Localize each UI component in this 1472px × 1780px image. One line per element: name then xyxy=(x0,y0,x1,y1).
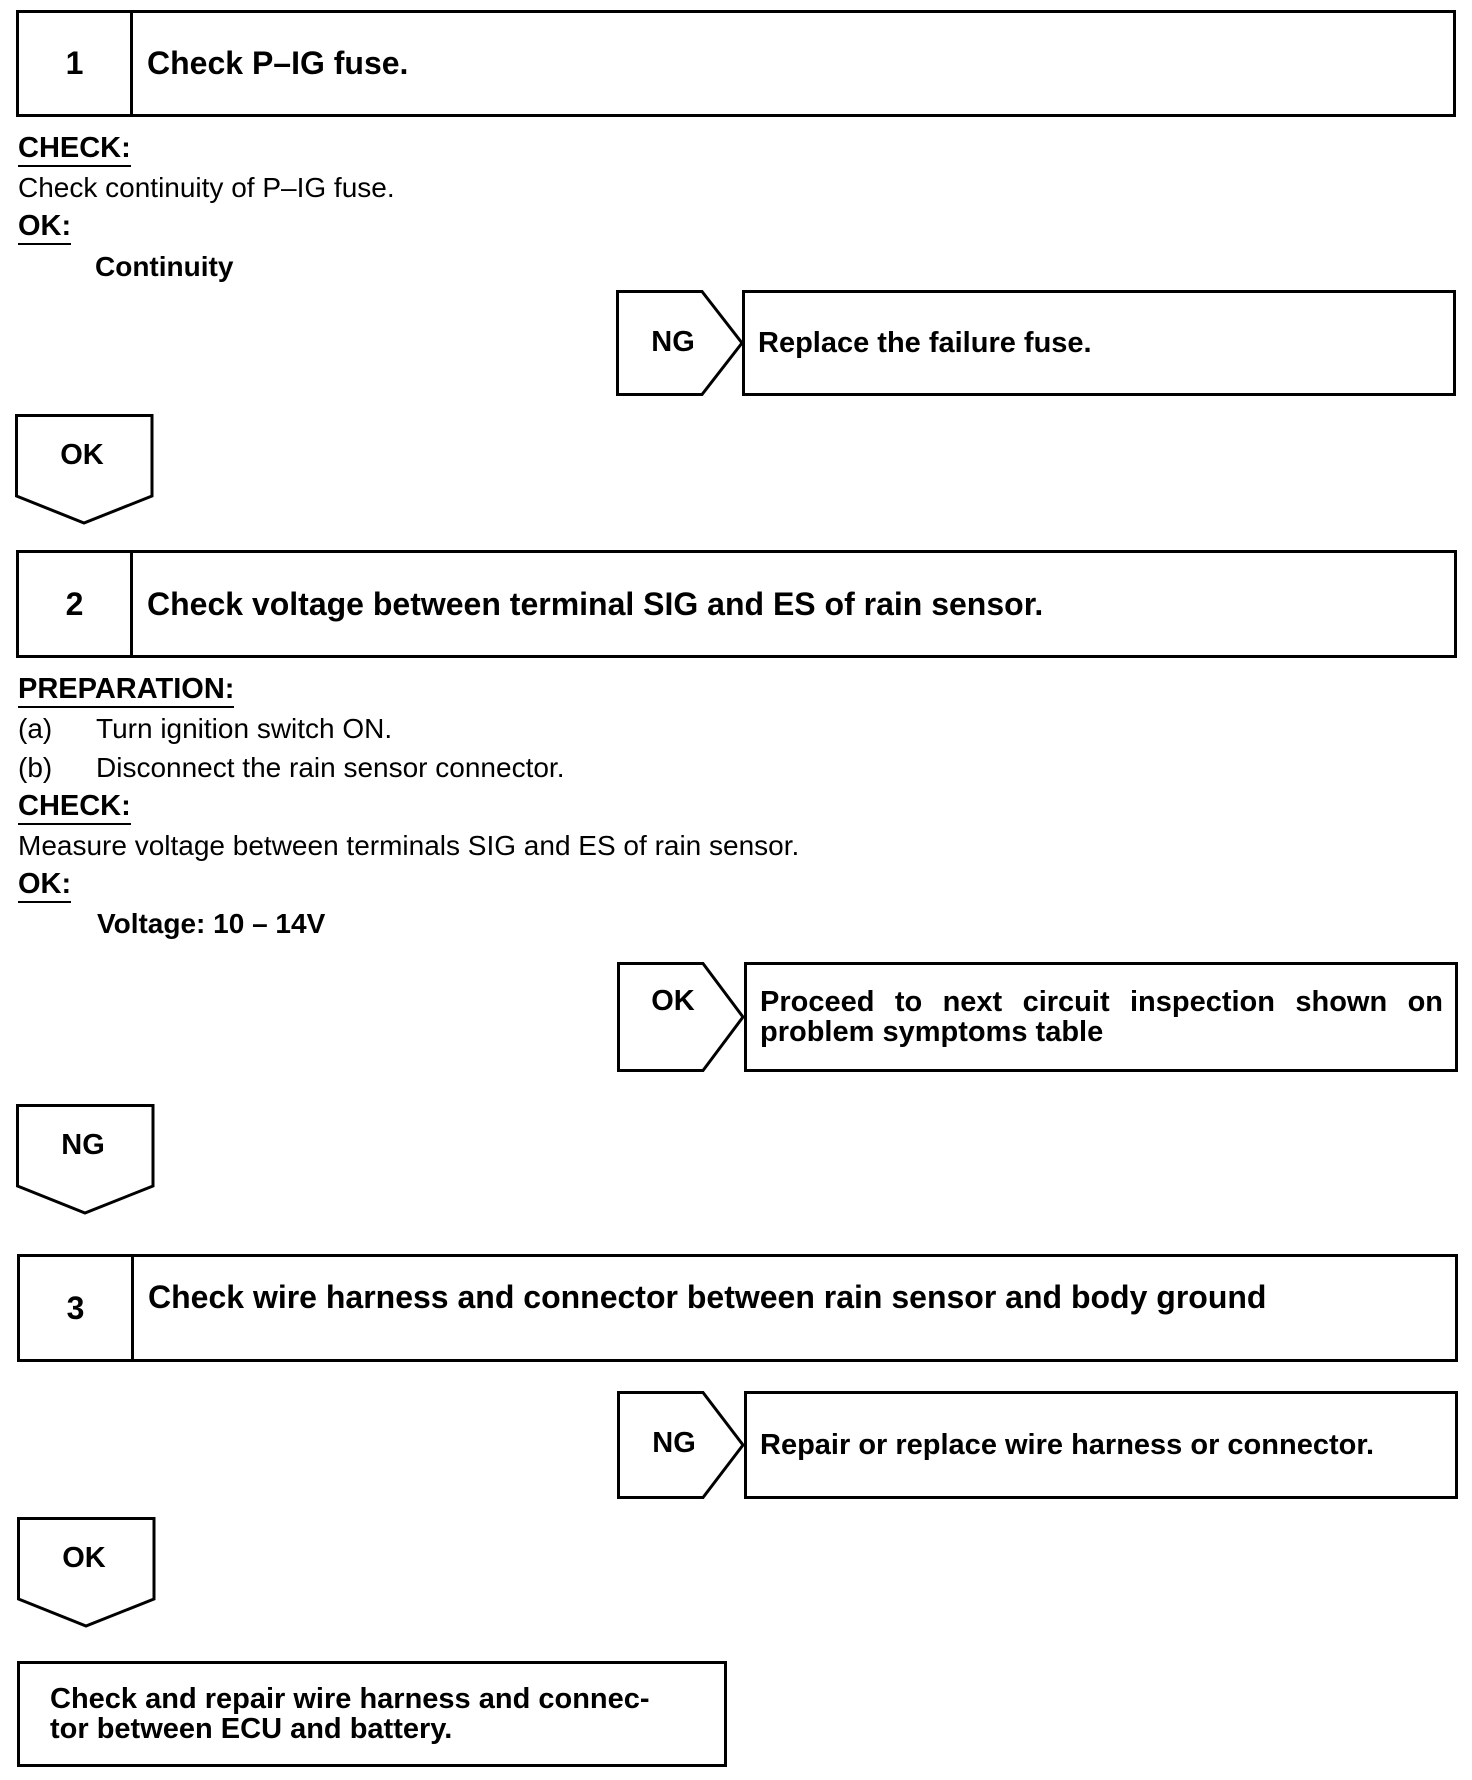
step-2-number: 2 xyxy=(19,553,133,655)
step-2-ok-result xyxy=(744,962,1458,1072)
step-3-ng-label: NG xyxy=(652,1427,696,1459)
step-1-number: 1 xyxy=(19,13,133,114)
step-2-ok-heading: OK: xyxy=(18,868,71,903)
step-1-ok-heading: OK: xyxy=(18,210,71,245)
step-2-ok-label: OK xyxy=(651,985,695,1017)
final-box xyxy=(17,1661,727,1767)
step-1-ng-result: Replace the failure fuse. xyxy=(742,290,1456,396)
step-2-check-heading: CHECK: xyxy=(18,790,131,825)
step-2-prep-a-text: Turn ignition switch ON. xyxy=(96,713,393,744)
step-2-ok-result-line2: problem symptoms table xyxy=(760,1016,1104,1048)
step-1-check-heading: CHECK: xyxy=(18,132,131,167)
step-2-ok-value: Voltage: 10 – 14V xyxy=(97,908,326,939)
step-2-title: Check voltage between terminal SIG and ES of rain sensor. xyxy=(147,585,1044,622)
step-2-prep-b-text: Disconnect the rain sensor connector. xyxy=(96,752,565,783)
step-2-prep-b-marker: (b) xyxy=(18,752,53,783)
step-1-ok-value: Continuity xyxy=(95,251,234,282)
step-1-ng-label: NG xyxy=(651,326,695,358)
step-1-ok-label: OK xyxy=(60,439,104,471)
step-1-box xyxy=(16,10,1456,117)
step-2-prep-a-marker: (a) xyxy=(18,713,53,744)
step-3-box xyxy=(17,1254,1458,1362)
final-line1: Check and repair wire harness and connec- xyxy=(50,1683,650,1715)
step-2-prep-heading: PREPARATION: xyxy=(18,673,234,708)
step-3-title: Check wire harness and connector between rain sensor and body ground xyxy=(148,1279,1267,1315)
step-3-number: 3 xyxy=(20,1257,134,1359)
step-3-ng-result: Repair or replace wire harness or connector. xyxy=(744,1391,1458,1499)
step-1-check-text: Check continuity of P–IG fuse. xyxy=(18,172,395,203)
step-2-check-text: Measure voltage between terminals SIG and ES of rain sensor. xyxy=(18,830,800,861)
final-line2: tor between ECU and battery. xyxy=(50,1713,453,1745)
step-2-ok-result-line1: Proceed to next circuit inspection shown on xyxy=(760,986,1443,1018)
step-2-ng-label: NG xyxy=(61,1129,105,1161)
step-3-ok-label: OK xyxy=(62,1542,106,1574)
step-2-box xyxy=(16,550,1457,658)
step-1-title: Check P–IG fuse. xyxy=(147,45,409,81)
